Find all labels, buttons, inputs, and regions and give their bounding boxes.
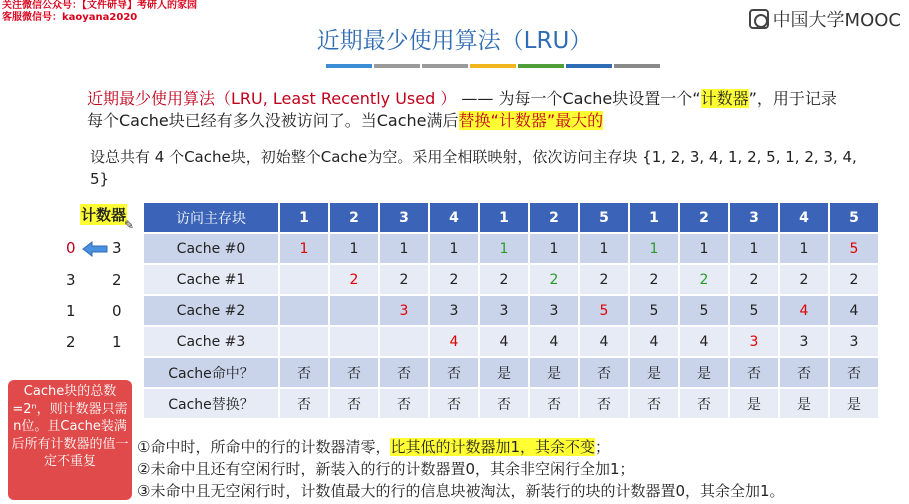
- table-cell: 4: [830, 296, 878, 325]
- table-cell: 否: [680, 389, 728, 418]
- counter-old-value: 0: [66, 239, 76, 257]
- watermark-line-2: 客服微信号：kaoyana2020: [2, 12, 138, 23]
- table-cell: 5: [580, 296, 628, 325]
- lru-table: [142, 201, 880, 420]
- watermark-line-1: 关注微信公众号：【文件研导】考研人的家园: [2, 0, 197, 11]
- table-cell: 4: [430, 327, 478, 356]
- table-header-row: [144, 203, 878, 232]
- access-block: 5: [580, 203, 628, 232]
- table-cell: [330, 327, 378, 356]
- table-cell: 是: [680, 358, 728, 387]
- table-cell: 1: [480, 234, 528, 263]
- slide-title: 近期最少使用算法（LRU）: [316, 28, 593, 54]
- table-cell: 否: [480, 389, 528, 418]
- table-row: [144, 234, 878, 263]
- table-cell: [280, 296, 328, 325]
- table-cell: 是: [630, 358, 678, 387]
- table-cell: 否: [330, 358, 378, 387]
- table-cell: 1: [580, 234, 628, 263]
- color-bar-segment: [518, 64, 564, 68]
- table-cell: 否: [380, 389, 428, 418]
- table-cell: 2: [630, 265, 678, 294]
- table-cell: 1: [630, 234, 678, 263]
- table-cell: [330, 296, 378, 325]
- counter-value: 2: [112, 271, 122, 289]
- color-bar-segment: [470, 64, 516, 68]
- table-cell: 是: [830, 389, 878, 418]
- table-cell: 1: [280, 234, 328, 263]
- access-block: 1: [480, 203, 528, 232]
- table-cell: 4: [480, 327, 528, 356]
- table-cell: 5: [830, 234, 878, 263]
- table-cell: 2: [580, 265, 628, 294]
- table-cell: 3: [380, 296, 428, 325]
- header-label: 访问主存块: [144, 203, 278, 232]
- table-cell: 否: [630, 389, 678, 418]
- access-block: 2: [330, 203, 378, 232]
- rule-miss-free: ②未命中且还有空闲行时，新装入的行的计数器置0，其余非空闲行全加1；: [137, 460, 635, 478]
- arrow-left-icon: [82, 241, 108, 257]
- table-cell: 2: [480, 265, 528, 294]
- row-label: Cache替换？: [144, 389, 278, 418]
- counter-old-value: 3: [66, 271, 76, 289]
- rule-hit-end: ；: [595, 438, 611, 456]
- table-cell: 2: [680, 265, 728, 294]
- row-label: Cache命中？: [144, 358, 278, 387]
- color-bar-segment: [422, 64, 468, 68]
- access-block: 2: [530, 203, 578, 232]
- counter-label: 计数器: [81, 206, 127, 224]
- table-cell: 1: [680, 234, 728, 263]
- definition-text-3: 每个Cache块已经有多久没被访问了。当Cache满后: [87, 111, 459, 130]
- table-cell: 2: [380, 265, 428, 294]
- table-cell: 5: [730, 296, 778, 325]
- table-row: [144, 358, 878, 387]
- table-cell: 否: [830, 358, 878, 387]
- table-cell: 否: [280, 358, 328, 387]
- table-cell: 3: [830, 327, 878, 356]
- watermark: [2, 0, 197, 24]
- counter-row: [60, 239, 140, 261]
- counter-note: Cache块的总数=2ⁿ，则计数器只需n位。且Cache装满后所有计数器的值一定不重复: [8, 380, 132, 500]
- counter-row: [60, 302, 140, 324]
- access-block: 5: [830, 203, 878, 232]
- counter-old-value: 1: [66, 302, 76, 320]
- table-row: [144, 327, 878, 356]
- table-cell: [280, 327, 328, 356]
- access-block: 2: [680, 203, 728, 232]
- table-cell: 3: [780, 327, 828, 356]
- table-cell: 2: [830, 265, 878, 294]
- title-color-bar: [326, 64, 660, 68]
- table-cell: 否: [730, 358, 778, 387]
- table-cell: 2: [330, 265, 378, 294]
- definition-highlight-counter: 计数器: [700, 89, 749, 108]
- counter-row: [60, 333, 140, 355]
- row-label: Cache #1: [144, 265, 278, 294]
- table-cell: 是: [530, 358, 578, 387]
- table-cell: 2: [730, 265, 778, 294]
- color-bar-segment: [326, 64, 372, 68]
- table-cell: 是: [780, 389, 828, 418]
- table-cell: 2: [780, 265, 828, 294]
- access-block: 1: [280, 203, 328, 232]
- table-cell: 否: [580, 358, 628, 387]
- table-cell: 否: [330, 389, 378, 418]
- table-cell: 否: [430, 389, 478, 418]
- table-cell: 否: [430, 358, 478, 387]
- counter-value: 3: [112, 239, 122, 257]
- table-cell: 4: [530, 327, 578, 356]
- definition-term: 近期最少使用算法（LRU, Least Recently Used ）: [87, 89, 457, 108]
- table-cell: [380, 327, 428, 356]
- table-cell: 2: [530, 265, 578, 294]
- table-cell: 4: [630, 327, 678, 356]
- definition-text-2: ”，用于记录: [748, 89, 837, 108]
- table-cell: 1: [430, 234, 478, 263]
- definition-text-1: —— 为每一个Cache块设置一个“: [461, 89, 701, 108]
- lru-definition: [87, 88, 887, 132]
- table-cell: 5: [680, 296, 728, 325]
- pencil-icon: ✎: [124, 218, 135, 232]
- table-cell: 4: [680, 327, 728, 356]
- access-block: 1: [630, 203, 678, 232]
- table-cell: 否: [280, 389, 328, 418]
- rule-hit-text: ①命中时，所命中的行的计数器清零，: [137, 438, 391, 456]
- row-label: Cache #0: [144, 234, 278, 263]
- table-cell: 5: [630, 296, 678, 325]
- table-row: [144, 296, 878, 325]
- table-cell: [280, 265, 328, 294]
- access-block: 4: [430, 203, 478, 232]
- table-row: [144, 389, 878, 418]
- rule-miss-full: ③未命中且无空闲行时，计数值最大的行的信息块被淘汰，新装行的块的计数器置0，其余全加1。: [137, 482, 785, 500]
- table-cell: 2: [430, 265, 478, 294]
- table-cell: 1: [780, 234, 828, 263]
- color-bar-segment: [566, 64, 612, 68]
- setup-text: 设总共有 4 个Cache块，初始整个Cache为空。采用全相联映射，依次访问主存块 {1, 2, 3, 4, 1, 2, 5, 1, 2, 3, 4, 5}: [90, 148, 857, 188]
- access-block: 4: [780, 203, 828, 232]
- table-cell: 否: [580, 389, 628, 418]
- rule-hit-highlight: 比其低的计数器加1，其余不变: [390, 438, 595, 456]
- color-bar-segment: [614, 64, 660, 68]
- lru-rules: [137, 436, 907, 502]
- rule-hit: [137, 436, 907, 458]
- access-block: 3: [730, 203, 778, 232]
- mooc-logo-text: 中国大学MOOC: [772, 10, 901, 31]
- table-cell: 1: [380, 234, 428, 263]
- table-cell: 3: [480, 296, 528, 325]
- counter-value: 1: [112, 333, 122, 351]
- table-cell: 3: [430, 296, 478, 325]
- counter-old-value: 2: [66, 333, 76, 351]
- table-cell: 1: [330, 234, 378, 263]
- definition-highlight-replace: 替换“计数器”最大的: [458, 111, 604, 130]
- table-cell: 否: [530, 389, 578, 418]
- table-cell: 否: [380, 358, 428, 387]
- table-cell: 4: [580, 327, 628, 356]
- counter-row: [60, 271, 140, 293]
- table-cell: 1: [730, 234, 778, 263]
- table-cell: 3: [530, 296, 578, 325]
- row-label: Cache #3: [144, 327, 278, 356]
- table-cell: 否: [780, 358, 828, 387]
- counter-value: 0: [112, 302, 122, 320]
- table-cell: 4: [780, 296, 828, 325]
- color-bar-segment: [374, 64, 420, 68]
- table-cell: 是: [730, 389, 778, 418]
- table-cell: 3: [730, 327, 778, 356]
- table-row: [144, 265, 878, 294]
- table-cell: 是: [480, 358, 528, 387]
- table-cell: 1: [530, 234, 578, 263]
- access-block: 3: [380, 203, 428, 232]
- row-label: Cache #2: [144, 296, 278, 325]
